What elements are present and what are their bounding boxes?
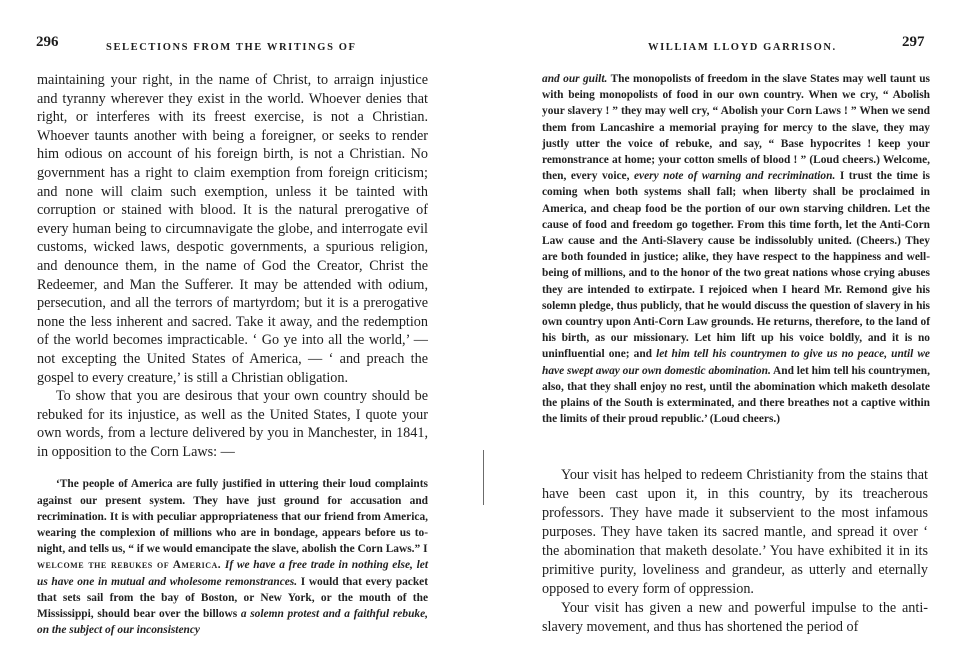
- right-paragraph-1: Your visit has helped to redeem Christianity from the stains that have been cast upon it, in this country, by its treacherous professors. They have made it subservient to the most infamous purposes. They have taken its sacred mantle, and spread it over ‘ the abomination that maketh desolate.’ You have exhibited it in its primitive purity, loveliness and grandeur, as utterly and eternally opposed to every form of oppression.: [542, 467, 928, 597]
- right-body: [542, 466, 928, 637]
- right-page: [486, 0, 980, 670]
- gutter-line: [483, 450, 484, 505]
- left-page: [0, 0, 486, 670]
- rquote-text-4: I trust the time is coming when both systems shall fall; when liberty shall be proclaimed in America, and cheap food be the portion of our own starving children. Let the cause of food and freedom go together. From this time forth, let the Anti-Corn Law cause and the Anti-Slavery cause be indissolubly united. (Cheers.) They are both founded in justice; alike, they have respect to the happiness and well-being of millions, and to the honor of the two great nations whose crying abuses they are intended to extirpate. I rejoiced when I heard Mr. Remond give his solemn pledge, thus publicly, that he would discuss the question of slavery in his own country upon Anti-Corn Law grounds. He returns, therefore, to the land of his birth, as our missionary. Let him lift up his voice boldly, and it is no uninfluential one; and: [542, 170, 930, 361]
- quote-text-b: I welcome the rebukes of America.: [37, 543, 428, 572]
- running-head-right: WILLIAM LLOYD GARRISON.: [648, 42, 837, 53]
- right-paragraph-2: Your visit has given a new and powerful impulse to the anti-slavery movement, and thus has shortened the period of: [542, 600, 928, 635]
- rquote-text-2: The monopolists of freedom in the slave States may well taunt us with being monopolists of food in our own country. When we cry, “ Abolish your slavery ! ” they may well cry, “ Abolish your Corn Laws ! ” When we send them from Lancashire a memorial praying for mercy to the slave, they may justly utter the voice of rebuke, and say, “ Base hypocrites ! keep your remonstrance at home; your cotton smells of blood ! ” (Loud cheers.) Welcome, then, every voice,: [542, 73, 930, 183]
- left-paragraph-1: maintaining your right, in the name of Christ, to arraign injustice and tyranny wherever they exist in the world. Whoever denies that right, or interferes with its freest exercise, is not a Christian. Whoever taunts another with being a foreigner, or seeks to render him odious on account of his foreign birth, is not a Christian. No government has a right to claim exemption from foreign criticism; and none will claim such exemption, unless it be tainted with corruption or stained with blood. It is the natural prerogative of every human being to circumnavigate the globe, and interrogate evil customs, wicked laws, despotic governments, a spurious religion, and denounce them, in the name of God the Creator, Christ the Redeemer, and Man the Sufferer. It may be attended with odium, persecution, and all the terrors of martyrdom; but it is a prerogative none the less inherent and sacred. Take it away, and the redemption of the world becomes impracticable. ‘ Go ye into all the world,’ — not excepting the United States of America, — ‘ and preach the gospel to every creature,’ is still a Christian obligation.: [37, 72, 428, 386]
- rquote-text-3: every note of warning and recrimination.: [633, 170, 836, 183]
- rquote-text-6: And let him tell his countrymen, also, that they shall enjoy no rest, until the abomination which maketh desolate the plains of the South is exterminated, and there breathes not a captive within the limits of their proud republic.’ (Loud cheers.): [542, 364, 930, 426]
- quote-text-c: If we have a free trade in nothing else, let us have one in mutual and wholesome remonstrances.: [37, 559, 428, 588]
- left-quote-block: [37, 476, 428, 638]
- page-number-right: 297: [902, 34, 925, 50]
- right-quote-block: [542, 71, 930, 427]
- quote-text-e: a solemn protest and a faithful rebuke, on the subject of our inconsistency: [37, 608, 428, 637]
- right-quote-body: [542, 71, 930, 427]
- quote-text-a: ‘The people of America are fully justified in uttering their loud complaints against our present system. They have just ground for accusation and recrimination. It is with peculiar appropriateness that our friend from America, wearing the complexion of millions who are in bondage, appears before us to-night, and tells us, “ if we would emancipate the slave, abolish the Corn Laws.”: [37, 478, 428, 556]
- rquote-text-1: and our guilt.: [542, 73, 608, 85]
- running-head-left: SELECTIONS FROM THE WRITINGS OF: [106, 42, 357, 53]
- quote-text-d: I would that every packet that sets sail from the bay of Boston, or New York, or the mouth of the Mississippi, should bear over the billows: [37, 575, 429, 621]
- rquote-text-5: let him tell his countrymen to give us no peace, until we have swept away our own domestic abomination.: [542, 348, 930, 377]
- left-paragraph-2: To show that you are desirous that your own country should be rebuked for its injustice, as well as the United States, I quote your own words, from a lecture delivered by you in Manchester, in 1841, in opposition to the Corn Laws: —: [37, 388, 428, 460]
- left-body: [37, 71, 428, 639]
- page-number-left: 296: [36, 34, 59, 50]
